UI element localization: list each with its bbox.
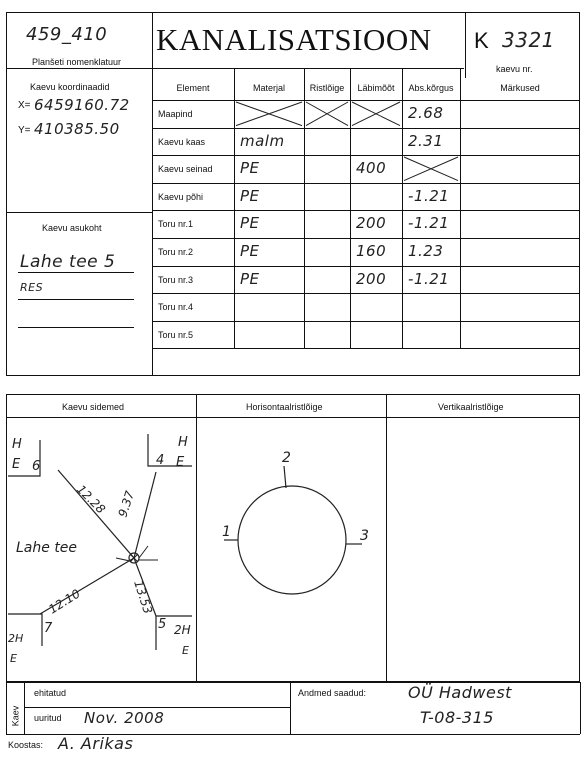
pipe-2 <box>284 466 286 488</box>
pipe-line <box>139 546 148 558</box>
coords-x-prefix: X= <box>18 100 31 111</box>
table-row-label: Toru nr.4 <box>158 302 194 313</box>
table-header-cell: Ristlõige <box>309 83 345 93</box>
table-header-cell: Märkused <box>500 83 540 93</box>
col-sidemed-label: Kaevu sidemed <box>62 402 125 412</box>
sketch-label-h-tr: H <box>178 435 188 450</box>
well-circle <box>238 486 346 594</box>
divider <box>24 707 290 708</box>
not-applicable-cross <box>402 155 460 183</box>
table-row-label: Toru nr.3 <box>158 274 194 285</box>
divider <box>580 682 581 734</box>
underline <box>18 272 134 273</box>
table-cell-value: 2.31 <box>408 131 444 150</box>
table-row-divider <box>152 183 580 184</box>
table-header-cell: Element <box>176 83 210 93</box>
table-cell-value: PE <box>240 242 260 260</box>
location-line2: RES <box>20 281 44 294</box>
sketch-distance-3: 12.10 <box>46 586 83 617</box>
sketch-label-h-tl: H <box>12 437 22 452</box>
table-row-divider <box>152 238 580 239</box>
pipe-label-2: 2 <box>282 450 291 466</box>
table-cell-value: 200 <box>356 269 387 288</box>
underline <box>18 299 134 300</box>
sketch-label-e-tr: E <box>176 455 185 470</box>
page-title: KANALISATSIOON <box>156 22 432 57</box>
pipe-label-3: 3 <box>360 528 369 544</box>
not-applicable-cross <box>350 100 402 128</box>
table-cell-value: 2.68 <box>408 104 444 122</box>
andmed-label: Andmed saadud: <box>298 688 367 698</box>
sketch-label-n-tr: 4 <box>156 453 165 468</box>
sketch-distance-4: 13.53 <box>131 578 156 616</box>
table-row-label: Maapind <box>158 109 193 119</box>
divider <box>386 394 387 682</box>
sketch-distance-2: 9.37 <box>115 489 138 519</box>
location-label: Kaevu asukoht <box>42 223 102 233</box>
tie-sketch <box>6 418 196 682</box>
location-line1: Lahe tee 5 <box>20 252 116 272</box>
col-vertical-label: Vertikaalristlõige <box>438 402 504 412</box>
sketch-label-e-br: E <box>182 644 189 657</box>
table-cell-value: malm <box>240 131 285 150</box>
table-row-divider <box>152 155 580 156</box>
divider <box>465 12 466 78</box>
coords-y-value: 410385.50 <box>34 120 120 138</box>
table-row-divider <box>152 293 580 294</box>
pipe-line <box>116 558 130 561</box>
table-row-divider <box>152 321 580 322</box>
table-row-label: Kaevu seinad <box>158 164 213 175</box>
table-header-cell: Materjal <box>252 83 285 93</box>
sketch-street-name: Lahe tee <box>16 540 78 556</box>
table-row-divider <box>152 266 580 267</box>
plansheet-value: 459_410 <box>26 24 108 45</box>
divider <box>6 682 7 734</box>
sketch-label-h-br: 2H <box>174 623 191 637</box>
horizontal-section-sketch <box>196 418 386 682</box>
table-row-label: Toru nr.2 <box>158 247 194 257</box>
table-cell-value: PE <box>240 186 260 205</box>
uuritud-label: uuritud <box>34 713 62 723</box>
sketch-label-n-bl: 7 <box>44 621 53 636</box>
divider <box>6 212 153 213</box>
table-row-divider <box>152 128 580 129</box>
divider <box>290 682 291 734</box>
divider <box>152 68 464 69</box>
divider <box>24 682 25 734</box>
table-column-divider <box>402 68 403 348</box>
uuritud-value: Nov. 2008 <box>84 709 165 727</box>
not-applicable-cross <box>304 100 350 128</box>
coords-x-value: 6459160.72 <box>34 96 130 114</box>
ehitatud-label: ehitatud <box>34 688 67 698</box>
sketch-label-e-bl: E <box>10 652 17 665</box>
table-cell-value: 400 <box>356 159 387 178</box>
table-header-cell: Läbimõõt <box>357 83 395 93</box>
tie-line <box>134 472 156 558</box>
sketch-label-n-tl: 6 <box>32 459 41 474</box>
coords-label: Kaevu koordinaadid <box>30 82 110 92</box>
table-cell-value: -1.21 <box>408 214 450 233</box>
table-cell-value: 160 <box>356 242 387 260</box>
table-row-divider <box>152 210 580 211</box>
koostas-value: A. Arikas <box>58 734 134 753</box>
not-applicable-cross <box>234 100 304 128</box>
sketch-distance-1: 12.28 <box>73 482 109 517</box>
well-number-value: 3321 <box>502 28 555 52</box>
col-horizontal-label: Horisontaalristlõige <box>246 402 323 412</box>
table-cell-value: -1.21 <box>408 186 450 205</box>
table-cell-value: 200 <box>356 214 387 233</box>
table-row-label: Kaevu põhi <box>158 191 204 202</box>
plansheet-label: Planšeti nomenklatuur <box>32 57 122 67</box>
sketch-label-e-tl: E <box>12 457 21 472</box>
table-cell-value: PE <box>240 159 260 178</box>
table-row-divider <box>152 348 580 349</box>
table-row-label: Toru nr.5 <box>158 329 194 340</box>
footer-side-label: Kaev <box>10 705 21 727</box>
table-cell-value: 1.23 <box>408 242 444 260</box>
coords-y-prefix: Y= <box>18 125 31 136</box>
table-cell-value: PE <box>240 214 260 233</box>
andmed-line1: OÜ Hadwest <box>408 683 512 702</box>
table-header-cell: Abs.kõrgus <box>408 83 454 93</box>
sketch-label-h-bl: 2H <box>8 632 24 645</box>
andmed-line2: T-08-315 <box>420 708 494 727</box>
table-cell-value: -1.21 <box>408 269 450 288</box>
sketch-label-n-br: 5 <box>158 617 167 632</box>
table-cell-value: PE <box>240 269 260 288</box>
well-number-prefix: K <box>474 28 489 53</box>
koostas-label: Koostas: <box>8 740 44 750</box>
pipe-label-1: 1 <box>222 524 231 540</box>
underline <box>18 327 134 328</box>
table-column-divider <box>460 68 461 348</box>
table-row-label: Kaevu kaas <box>158 136 206 147</box>
divider <box>6 68 153 69</box>
table-row-label: Toru nr.1 <box>158 219 194 230</box>
well-number-label: kaevu nr. <box>496 64 533 74</box>
